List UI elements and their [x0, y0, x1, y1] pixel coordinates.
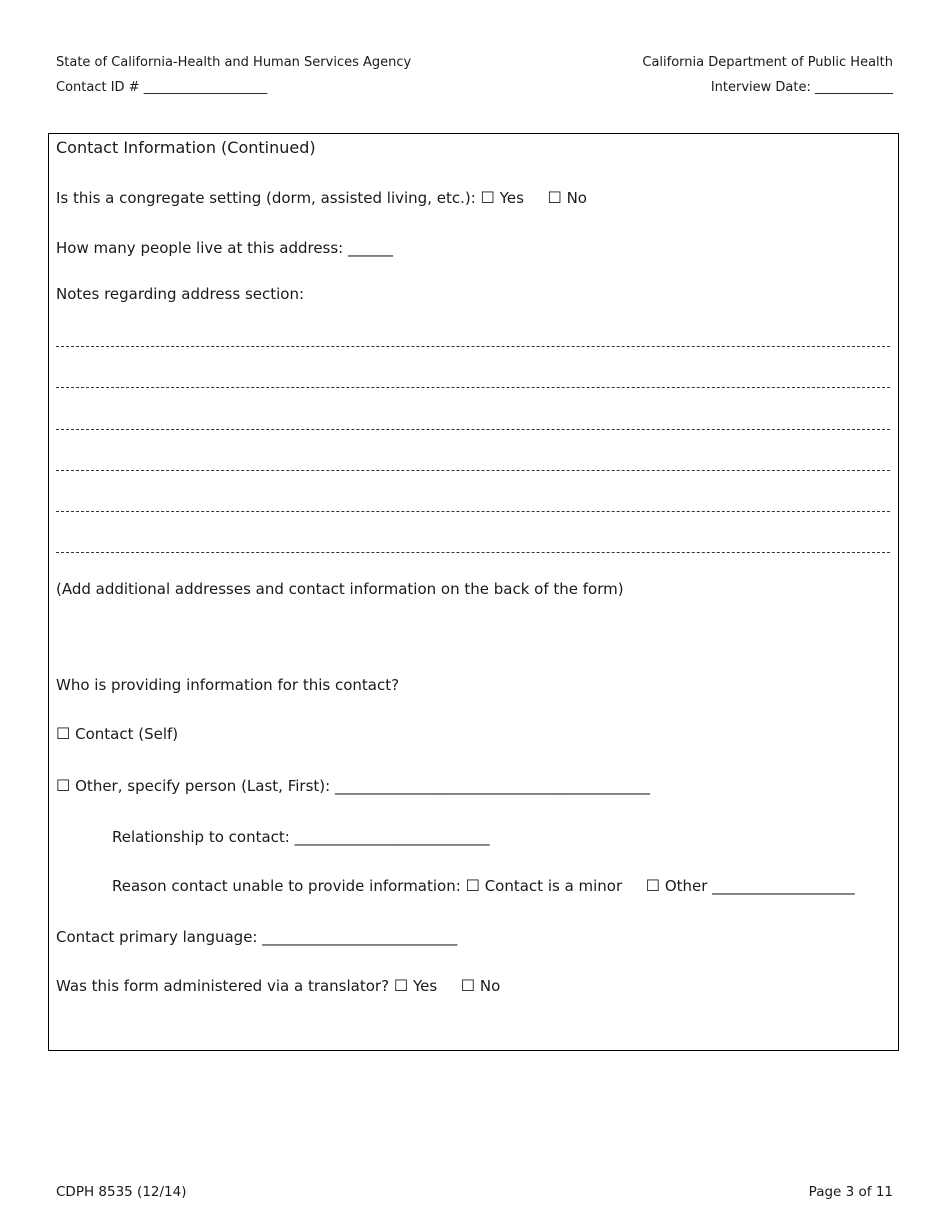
translator-question: Was this form administered via a translator? — [56, 977, 390, 995]
form-section-box — [48, 133, 899, 1051]
reason-minor-label: Contact is a minor — [484, 877, 623, 895]
contact-self-checkbox[interactable]: ☐ — [56, 724, 71, 743]
congregate-yes-checkbox[interactable]: ☐ — [480, 188, 495, 207]
relationship-field[interactable]: Relationship to contact: __________________________ — [112, 828, 490, 846]
who-providing-question: Who is providing information for this contact? — [56, 676, 400, 694]
notes-line[interactable] — [56, 346, 890, 347]
contact-id-field[interactable]: Contact ID # ___________________ — [56, 80, 268, 95]
congregate-question-row — [56, 188, 587, 208]
agency-header: State of California-Health and Human Services Agency — [56, 55, 412, 70]
section-title: Contact Information (Continued) — [56, 138, 316, 157]
reason-label: Reason contact unable to provide information: — [112, 877, 461, 895]
translator-no-label: No — [479, 977, 501, 995]
notes-line[interactable] — [56, 511, 890, 512]
notes-label: Notes regarding address section: — [56, 285, 305, 303]
other-person-field[interactable]: Other, specify person (Last, First): __________________________________________ — [75, 777, 650, 795]
translator-row — [56, 976, 500, 996]
other-person-checkbox[interactable]: ☐ — [56, 776, 71, 795]
primary-language-field[interactable]: Contact primary language: __________________________ — [56, 928, 458, 946]
other-person-row — [56, 776, 650, 796]
page-number: Page 3 of 11 — [808, 1184, 893, 1200]
translator-yes-checkbox[interactable]: ☐ — [393, 976, 409, 995]
department-header: California Department of Public Health — [642, 55, 893, 70]
congregate-no-checkbox[interactable]: ☐ — [547, 188, 562, 207]
reason-other-field[interactable]: Other ___________________ — [664, 877, 855, 895]
notes-line[interactable] — [56, 470, 890, 471]
congregate-no-label: No — [566, 189, 587, 207]
reason-row — [112, 876, 855, 896]
interview-date-field[interactable]: Interview Date: ____________ — [710, 80, 893, 95]
reason-other-checkbox[interactable]: ☐ — [645, 876, 661, 895]
translator-yes-label: Yes — [412, 977, 438, 995]
notes-line[interactable] — [56, 552, 890, 553]
notes-line[interactable] — [56, 387, 890, 388]
contact-self-row — [56, 724, 178, 744]
additional-addresses-note: (Add additional addresses and contact information on the back of the form) — [56, 580, 624, 598]
contact-self-label: Contact (Self) — [75, 725, 179, 743]
congregate-yes-label: Yes — [499, 189, 524, 207]
translator-no-checkbox[interactable]: ☐ — [460, 976, 476, 995]
congregate-question: Is this a congregate setting (dorm, assisted living, etc.): — [56, 189, 476, 207]
reason-minor-checkbox[interactable]: ☐ — [465, 876, 480, 895]
notes-line[interactable] — [56, 429, 890, 430]
form-id: CDPH 8535 (12/14) — [56, 1184, 187, 1200]
people-count-field[interactable]: How many people live at this address: ______ — [56, 239, 394, 257]
